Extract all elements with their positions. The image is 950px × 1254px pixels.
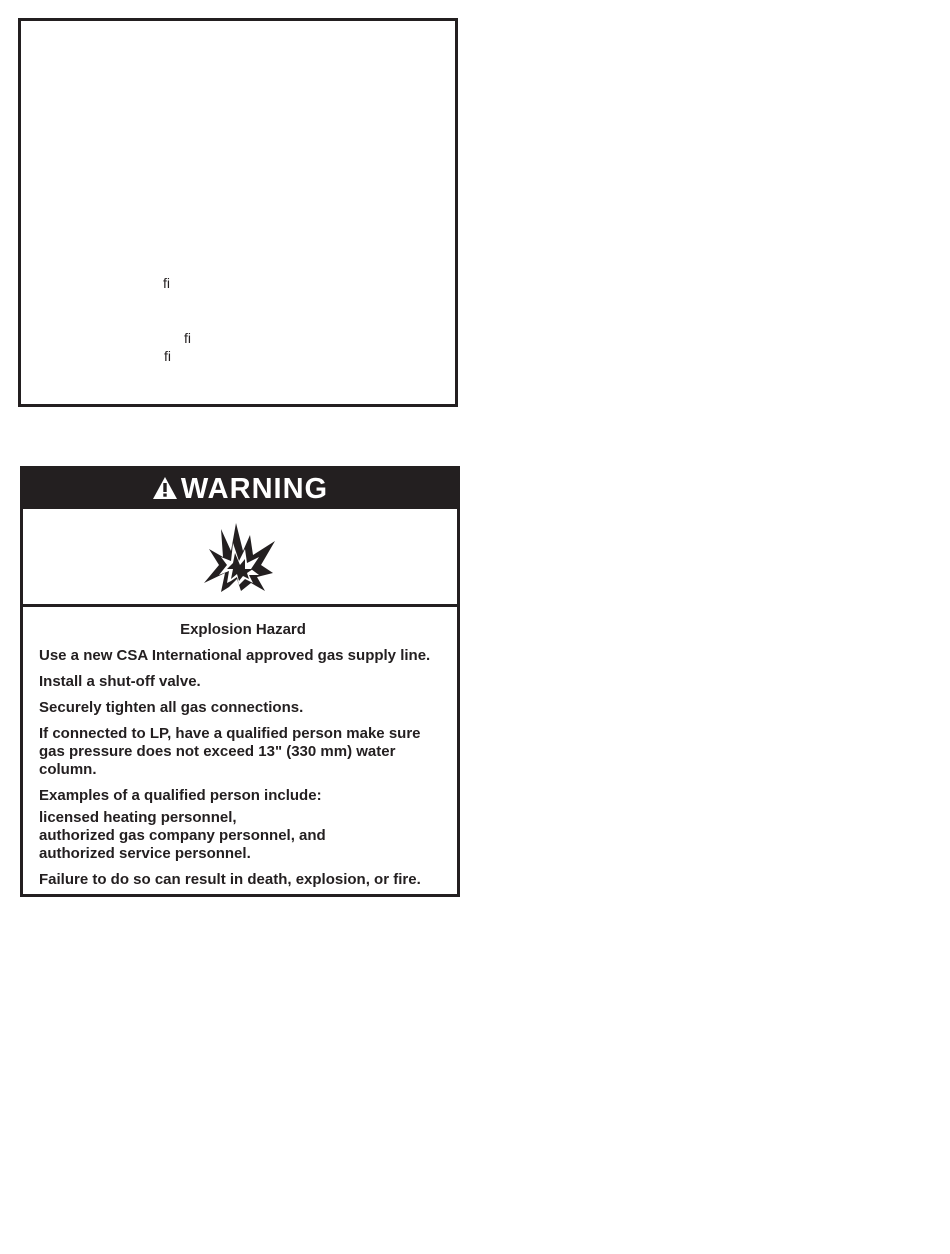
ligature-glyph: fi: [184, 330, 191, 346]
warning-footer: Failure to do so can result in death, explosion, or fire.: [39, 871, 421, 888]
qualified-person-item: authorized gas company personnel, and: [39, 827, 326, 844]
warning-header: [23, 469, 457, 509]
qualified-person-item: licensed heating personnel,: [39, 809, 237, 826]
hazard-title: Explosion Hazard: [180, 621, 306, 638]
warning-line: Use a new CSA International approved gas supply line.: [39, 647, 431, 664]
hazard-symbol-area: [23, 509, 457, 607]
warning-title: WARNING: [180, 473, 329, 505]
qualified-person-item: authorized service personnel.: [39, 845, 251, 862]
top-content-box: [18, 18, 458, 407]
warning-text: [23, 607, 457, 889]
ligature-glyph: fi: [164, 348, 171, 364]
ligature-glyph: fi: [163, 275, 170, 291]
warning-line: Install a shut-off valve.: [39, 673, 201, 690]
warning-box: [20, 466, 460, 897]
warning-triangle-icon: [152, 476, 178, 500]
warning-line: Examples of a qualified person include:: [39, 787, 322, 804]
explosion-icon: [203, 521, 277, 593]
warning-line: If connected to LP, have a qualified person make sure gas pressure does not exceed 13" (330 mm) water column.: [39, 725, 421, 778]
warning-line: Securely tighten all gas connections.: [39, 699, 304, 716]
